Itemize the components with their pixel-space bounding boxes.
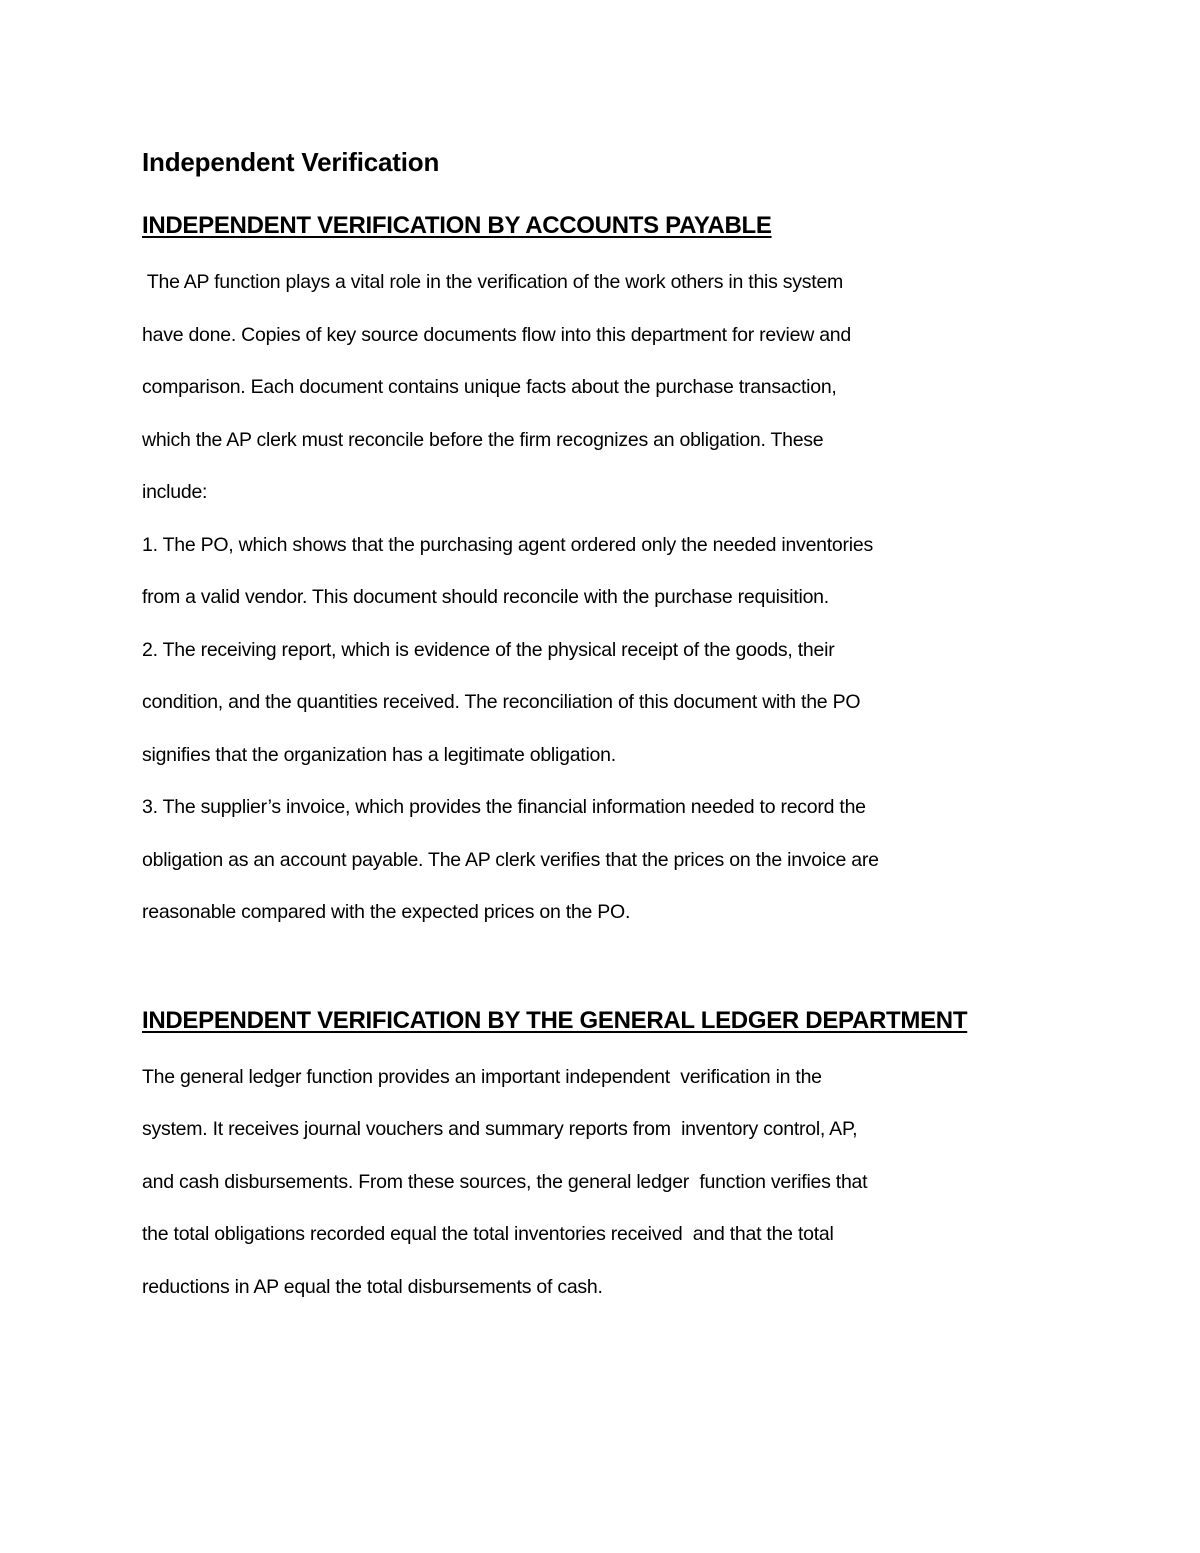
paragraph-line: the total obligations recorded equal the total inventories received and that the total (142, 1223, 834, 1245)
paragraph-line: The AP function plays a vital role in the verification of the work others in this system (142, 271, 844, 293)
document-body (142, 140, 1062, 1313)
document-title: Independent Verification (142, 147, 440, 177)
spacer (142, 1041, 1062, 1051)
section-general-ledger (142, 1001, 1062, 1314)
paragraph-line: system. It receives journal vouchers and summary reports from inventory control, AP, (142, 1118, 858, 1140)
list-item-line: reasonable compared with the expected prices on the PO. (142, 901, 631, 923)
paragraph-line: The general ledger function provides an important independent verification in the (142, 1065, 822, 1088)
list-item-line: 1. The PO, which shows that the purchasing agent ordered only the needed inventories (142, 533, 873, 556)
spacer (142, 246, 1062, 256)
spacer (142, 939, 1062, 1001)
list-item-line: 3. The supplier’s invoice, which provides the financial information needed to record the (142, 796, 866, 818)
paragraph-line: have done. Copies of key source documents flow into this department for review and (142, 323, 851, 346)
list-item-line: 2. The receiving report, which is evidence of the physical receipt of the goods, their (142, 638, 835, 661)
list-item-line: condition, and the quantities received. The reconciliation of this document with the PO (142, 691, 861, 713)
section-heading-general-ledger: INDEPENDENT VERIFICATION BY THE GENERAL LEDGER DEPARTMENT (142, 1006, 968, 1034)
list-item-line: signifies that the organization has a legitimate obligation. (142, 743, 616, 766)
section-accounts-payable (142, 206, 1062, 939)
paragraph-line: include: (142, 481, 208, 503)
paragraph-line: and cash disbursements. From these sources, the general ledger function verifies that (142, 1170, 868, 1193)
paragraph-line: comparison. Each document contains unique facts about the purchase transaction, (142, 376, 837, 398)
list-item-line: from a valid vendor. This document should reconcile with the purchase requisition. (142, 586, 829, 608)
section-heading-accounts-payable: INDEPENDENT VERIFICATION BY ACCOUNTS PAYABLE (142, 212, 772, 239)
spacer (142, 184, 1062, 206)
paragraph-line: which the AP clerk must reconcile before the firm recognizes an obligation. These (142, 428, 824, 451)
list-item-line: obligation as an account payable. The AP clerk verifies that the prices on the invoice are (142, 848, 879, 871)
paragraph-line: reductions in AP equal the total disbursements of cash. (142, 1275, 603, 1298)
